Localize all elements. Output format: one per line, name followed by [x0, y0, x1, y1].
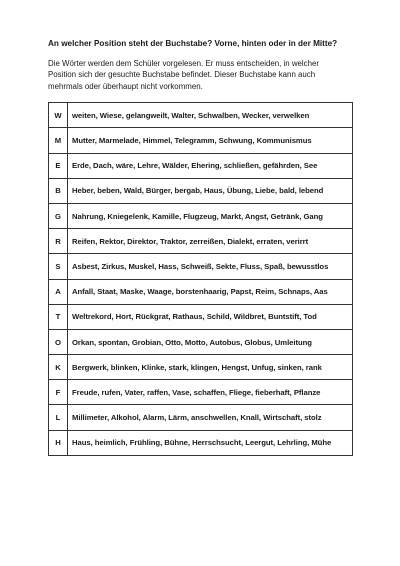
words-cell: Heber, beben, Wald, Bürger, bergab, Haus, Übung, Liebe, bald, lebend — [68, 178, 353, 203]
table-row — [49, 103, 353, 128]
words-cell: Anfall, Staat, Maske, Waage, borstenhaarig, Papst, Reim, Schnaps, Aas — [68, 279, 353, 304]
words-cell: Millimeter, Alkohol, Alarm, Lärm, anschwellen, Knall, Wirtschaft, stolz — [68, 405, 353, 430]
letter-word-table — [48, 102, 353, 456]
letter-cell: W — [49, 103, 68, 128]
table-row — [49, 430, 353, 455]
words-cell: Orkan, spontan, Grobian, Otto, Motto, Autobus, Globus, Umleitung — [68, 329, 353, 354]
table-row — [49, 405, 353, 430]
table-row — [49, 355, 353, 380]
letter-cell: O — [49, 329, 68, 354]
letter-cell: T — [49, 304, 68, 329]
words-cell: Weltrekord, Hort, Rückgrat, Rathaus, Schild, Wildbret, Buntstift, Tod — [68, 304, 353, 329]
table-row — [49, 254, 353, 279]
table-row — [49, 153, 353, 178]
words-cell: Reifen, Rektor, Direktor, Traktor, zerreißen, Dialekt, erraten, verirrt — [68, 229, 353, 254]
words-cell: Bergwerk, blinken, Klinke, stark, klingen, Hengst, Unfug, sinken, rank — [68, 355, 353, 380]
words-cell: Nahrung, Kniegelenk, Kamille, Flugzeug, Markt, Angst, Getränk, Gang — [68, 203, 353, 228]
table-row — [49, 304, 353, 329]
letter-cell: F — [49, 380, 68, 405]
letter-cell: A — [49, 279, 68, 304]
words-cell: Freude, rufen, Vater, raffen, Vase, schaffen, Fliege, fieberhaft, Pflanze — [68, 380, 353, 405]
words-cell: Haus, heimlich, Frühling, Bühne, Herrschsucht, Leergut, Lehrling, Mühe — [68, 430, 353, 455]
worksheet-instructions — [48, 58, 348, 92]
table-row — [49, 203, 353, 228]
table-row — [49, 279, 353, 304]
table-row — [49, 229, 353, 254]
letter-cell: H — [49, 430, 68, 455]
letter-cell: B — [49, 178, 68, 203]
letter-cell: M — [49, 128, 68, 153]
table-row — [49, 380, 353, 405]
letter-cell: R — [49, 229, 68, 254]
letter-cell: S — [49, 254, 68, 279]
table-row — [49, 329, 353, 354]
letter-cell: G — [49, 203, 68, 228]
instruction-line: mehrmals oder überhaupt nicht vorkommen. — [48, 81, 203, 91]
table-row — [49, 178, 353, 203]
letter-cell: K — [49, 355, 68, 380]
worksheet-title: An welcher Position steht der Buchstabe? Vorne, hinten oder in der Mitte? — [48, 39, 338, 48]
instruction-line: Position sich der gesuchte Buchstabe befindet. Dieser Buchstabe kann auch — [48, 70, 316, 80]
table-row — [49, 128, 353, 153]
letter-cell: L — [49, 405, 68, 430]
words-cell: Erde, Dach, wäre, Lehre, Wälder, Ehering, schließen, gefährden, See — [68, 153, 353, 178]
letter-cell: E — [49, 153, 68, 178]
words-cell: Asbest, Zirkus, Muskel, Hass, Schweiß, Sekte, Fluss, Spaß, bewusstlos — [68, 254, 353, 279]
words-cell: Mutter, Marmelade, Himmel, Telegramm, Schwung, Kommunismus — [68, 128, 353, 153]
words-cell: weiten, Wiese, gelangweilt, Walter, Schwalben, Wecker, verwelken — [68, 103, 353, 128]
instruction-line: Die Wörter werden dem Schüler vorgelesen. Er muss entscheiden, in welcher — [48, 59, 320, 68]
